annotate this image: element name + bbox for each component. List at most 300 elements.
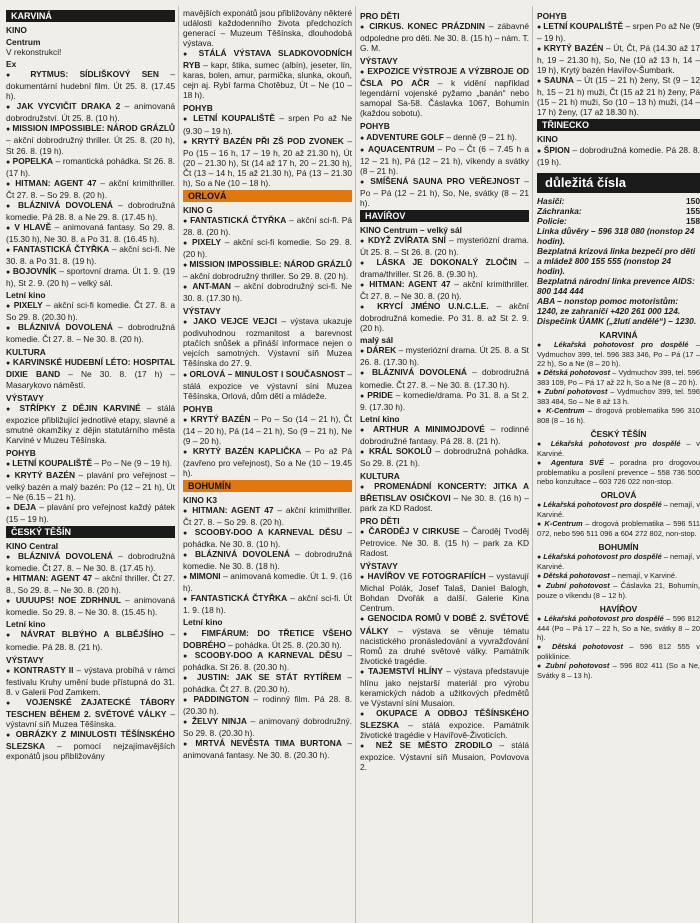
listing-title: HAVÍŘOV VE FOTOGRAFIÍCH <box>367 571 486 582</box>
emergency-number: 155 <box>686 205 700 216</box>
emergency-entry-details: – Vydmuchov 399, tel. 596 383 346, Po – Pá (17 – 22 h), So a Ne (8 – 20 h). <box>537 340 700 369</box>
category-heading: POHYB <box>6 447 36 458</box>
listing-details: – komedie. Pá 28. 8. (21 h). <box>6 629 175 652</box>
listing-details: – dokumentární hudební film. Út 25. 8. (17.45 h). <box>6 69 175 102</box>
bullet-icon: ● <box>360 616 365 624</box>
emergency-entry-title: K-Centrum <box>546 406 585 416</box>
listing-details: – komedie/drama. Po 31. 8. a St 2. 9. (17.30 h). <box>360 389 529 412</box>
listing-entry <box>6 244 175 266</box>
listing-details: – stálá expozice ve výstavní síni Muzea Těšínska, Orlová, dům dětí a mládeže. <box>183 368 352 401</box>
important-numbers-title: důležitá čísla <box>537 173 700 193</box>
bullet-icon: ● <box>360 426 368 434</box>
category-heading: VÝSTAVY <box>6 654 44 665</box>
listings-column-4-events <box>537 11 700 167</box>
listing-details: – dobrodružná komedie. Pá 28. 8. a Ne 29. 8. (17.45 h). <box>6 199 175 222</box>
listing-details: – animovaný dobrodružný. So 29. 8. (20.30 h). <box>183 715 352 738</box>
listing-title: JAKO VEJCE VEJCI <box>193 316 277 327</box>
bullet-icon: ● <box>537 663 543 671</box>
listing-details: – stálá expozice přibližující jednotlivé etapy, slavné a smutné okamžiky z dějin statutárního města Karviné v Muzeu Těšínska. <box>6 402 175 445</box>
listings-column-4 <box>537 8 700 680</box>
bullet-icon: ● <box>6 104 13 112</box>
listing-title: UUUUPS! NOE ZDRHNUL <box>15 595 121 606</box>
bullet-icon: ● <box>360 134 365 142</box>
bullet-icon: ● <box>6 632 15 640</box>
emergency-label: Záchranka: <box>537 205 582 216</box>
bullet-icon: ● <box>183 371 188 379</box>
listing-entry <box>360 424 529 446</box>
listing-details: – dobrodružná komedie. Čt 27. 8. – Ne 30. 8. (17.30 h). <box>360 367 529 390</box>
bullet-icon: ● <box>537 342 547 350</box>
bullet-icon: ● <box>360 348 365 356</box>
bullet-icon: ● <box>537 408 543 416</box>
bullet-icon: ● <box>6 72 20 80</box>
bullet-icon: ● <box>537 573 542 581</box>
listing-entry <box>6 101 175 123</box>
listing-entry <box>6 470 175 502</box>
listing-title: PADDINGTON <box>193 693 249 704</box>
bullet-icon: ● <box>6 269 11 277</box>
category-heading: VÝSTAVY <box>183 306 221 317</box>
emergency-entry-details: – poradna pro drogovou problematiku a posílení prevence – 558 736 500 nebo konzultace – 603 726 022 non-stop. <box>537 458 700 487</box>
bullet-icon: ● <box>183 138 189 146</box>
listing-details: – Po až Pá (zavřeno pro veřejnost), So a Ne (10 – 19.45 h). <box>183 445 352 478</box>
listing-details: – dobrodružná pohádka. So 29. 8. (21 h). <box>360 445 529 468</box>
bullet-icon: ● <box>360 448 366 456</box>
listing-details: – rodinné dobrodružné fantasy. Pá 28. 8. (21 h). <box>360 423 529 446</box>
category-heading: KINO <box>6 25 27 35</box>
listing-entry <box>183 505 352 527</box>
bullet-icon: ● <box>6 472 12 480</box>
venue-subheading: Ex <box>6 59 17 70</box>
listing-details: – srpen Po až Ne (9 – 19 h). <box>537 21 700 44</box>
hotline-line: ABA – nonstop pomoc motoristům: 1240, ze zahraničí +420 261 000 124. <box>537 296 681 317</box>
category-heading: KINO K3 <box>183 494 217 505</box>
emergency-entry-details: – drogová problematika – 596 511 072, nebo 596 511 096 a 604 272 802, non-stop. <box>537 519 700 539</box>
emergency-entry <box>537 661 700 680</box>
venue-subheading: KINO Centrum – velký sál <box>360 224 462 235</box>
column-divider <box>532 6 533 923</box>
bullet-icon: ● <box>6 460 11 468</box>
listing-details: – romantická pohádka. St 26. 8. (17 h). <box>6 155 175 178</box>
listing-details: – mysteriózní drama. Út 25. 8. a St 26. 8. (17.30 h). <box>360 345 529 368</box>
emergency-entry <box>537 439 700 458</box>
listing-title: LETNÍ KOUPALIŠTĚ <box>12 457 93 468</box>
listing-title: ČARODĚJ V CIRKUSE <box>368 526 460 537</box>
listing-entry <box>6 551 175 573</box>
bullet-icon: ● <box>183 552 191 560</box>
listing-title: OBRÁZKY Z MINULOSTI TĚŠÍNSKÉHO SLEZSKA <box>6 728 175 751</box>
listing-title: KRYCÍ JMÉNO U.N.C.L.E. <box>377 301 489 312</box>
emergency-entry-title: Lékařská pohotovost pro dospělé <box>543 500 662 510</box>
emergency-entry <box>537 614 700 642</box>
category-heading: POHYB <box>183 403 213 414</box>
bullet-icon: ● <box>360 282 366 290</box>
listing-entry <box>537 21 700 43</box>
category-heading: VÝSTAVY <box>360 561 398 572</box>
bullet-icon: ● <box>360 743 370 751</box>
listings-column-2 <box>183 8 352 760</box>
listing-title: HITMAN: AGENT 47 <box>15 177 97 188</box>
listing-title: VOJENSKÉ ZAJATECKÉ TÁBORY TESCHEN BĚHEM 2. SVĚTOVÉ VÁLKY <box>6 696 175 719</box>
listing-title: FIMFÁRUM: DO TŘETICE VŠEHO DOBRÉHO <box>183 627 352 650</box>
listing-entry <box>360 666 529 708</box>
bullet-icon: ● <box>360 237 366 245</box>
section-banner: TŘINECKO <box>537 119 700 131</box>
emergency-entry-title: K-Centrum <box>544 519 583 529</box>
bullet-icon: ● <box>6 224 12 232</box>
listing-title: POPELKA <box>12 155 54 166</box>
emergency-entry-details: – nemají, v Karviné. <box>609 571 678 581</box>
listing-entry <box>360 279 529 301</box>
listing-title: MRTVÁ NEVĚSTA TIMA BURTONA <box>195 738 342 748</box>
listings-column-1 <box>6 8 175 761</box>
emergency-entry <box>537 368 700 387</box>
category-heading: PRO DĚTI <box>360 11 400 21</box>
listing-entry <box>183 650 352 672</box>
bullet-icon: ● <box>6 667 11 675</box>
listing-title: OKUPACE A ODBOJ TĚŠÍNSKÉHO SLEZSKA <box>360 707 529 730</box>
category-heading: POHYB <box>360 121 390 132</box>
emergency-entry <box>537 642 700 661</box>
listing-entry <box>360 740 529 772</box>
listing-title: KARVINSKÉ HUDEBNÍ LÉTO: HOSPITAL DIXIE BAND <box>6 357 175 380</box>
emergency-entry <box>537 387 700 406</box>
listing-text: mavějších exponátů jsou přibližovány některé události každodenního života předchozích generací – Muzeum Těšínska, dlouhodobá výstava. <box>183 8 352 49</box>
venue-subheading: malý sál <box>360 335 394 346</box>
important-numbers-box <box>537 196 700 681</box>
emergency-entry <box>537 519 700 538</box>
listing-details: – sportovní drama. Út 1. 9. (19 h), St 2. 9. (20 h) – velký sál. <box>6 266 175 289</box>
listing-entry <box>6 69 175 101</box>
bullet-icon: ● <box>360 259 370 267</box>
listing-entry <box>183 136 352 188</box>
listing-entry <box>360 345 529 367</box>
listing-entry <box>183 571 352 593</box>
listing-entry <box>183 113 352 135</box>
listing-title: EXPOZICE VÝSTROJE A VÝZBROJE OD ČSLA PO AČR <box>360 66 529 89</box>
listing-entry <box>6 178 175 200</box>
listing-title: HITMAN: AGENT 47 <box>12 573 93 584</box>
listing-details: – kapr, štika, sumec (albín), jeseter, lín, karas, bolen, amur, parmička, slunka, okouň, cejn aj. Rybí farma Chotěbuz, Út – Ne (10 – 18 h). <box>183 60 352 101</box>
bullet-icon: ● <box>183 262 188 270</box>
venue-subheading: Centrum <box>6 37 41 48</box>
category-heading: VÝSTAVY <box>360 56 398 67</box>
listing-title: LÁSKA JE DOKONALÝ ZLOČIN <box>376 256 517 267</box>
listing-entry <box>183 316 352 368</box>
listing-entry <box>183 527 352 549</box>
listing-entry <box>360 390 529 412</box>
listing-entry <box>6 123 175 155</box>
emergency-entry-title: Lékařská pohotovost pro dospělé <box>543 552 662 562</box>
section-banner: BOHUMÍN <box>183 480 352 492</box>
emergency-entry-title: Lékařská pohotovost pro dospělé <box>553 340 689 350</box>
emergency-entry <box>537 500 700 519</box>
listing-entry <box>360 526 529 558</box>
listing-title: BOJOVNÍK <box>12 266 57 277</box>
listing-entry <box>360 66 529 118</box>
bullet-icon: ● <box>360 370 368 378</box>
listing-title: SCOOBY-DOO A KARNEVAL DĚSU <box>194 527 343 538</box>
listing-title: JUSTIN: JAK SE STÁT RYTÍŘEM <box>196 671 342 682</box>
bullet-icon: ● <box>6 598 13 606</box>
bullet-icon: ● <box>183 319 190 327</box>
city-heading: ČESKÝ TĚŠÍN <box>590 429 647 440</box>
venue-subheading: Letní kino <box>183 617 223 628</box>
city-heading: BOHUMÍN <box>598 542 639 553</box>
listing-entry <box>6 357 175 389</box>
bullet-icon: ● <box>6 405 14 413</box>
listing-entry <box>6 502 175 524</box>
emergency-entry-details: – nemají, v Karviné. <box>537 552 700 572</box>
bullet-icon: ● <box>537 78 542 86</box>
listing-entry <box>6 322 175 344</box>
listing-details: – akční dobrodružný sci-fi. Ne 30. 8. (17.30 h). <box>183 281 352 304</box>
listing-details: – akční dobrodružný thriller. So 29. 8. (20 h). <box>183 271 349 282</box>
listing-title: NEŽ SE MĚSTO ZRODILO <box>375 740 493 751</box>
listing-entry <box>537 145 700 167</box>
category-heading: KULTURA <box>6 347 46 358</box>
listing-entry <box>183 716 352 738</box>
listing-details: – animovaná dobrodružství. Út 25. 8. (10 h). <box>6 101 175 124</box>
section-banner: HAVÍŘOV <box>360 210 529 222</box>
listing-details: – výstava představuje hlínu jako nejstarší materiál pro výrobu keramických nádob a užitkových předmětů ve Výstavní síni Musaion. <box>360 665 529 708</box>
emergency-entry-details: – nemají, v Karviné. <box>537 500 700 520</box>
emergency-entry-title: Zubní pohotovost <box>544 387 608 397</box>
bullet-icon: ● <box>360 668 366 676</box>
emergency-label: Policie: <box>537 215 567 226</box>
listing-title: HITMAN: AGENT 47 <box>192 505 274 516</box>
emergency-entry-title: Dětská pohotovost <box>552 642 623 652</box>
listing-entry <box>360 613 529 665</box>
bullet-icon: ● <box>6 325 14 333</box>
bullet-icon: ● <box>183 530 191 538</box>
bullet-icon: ● <box>183 630 194 638</box>
listing-entry <box>183 48 352 100</box>
listing-details: – Po – Ne (9 – 19 h). <box>92 457 173 468</box>
bullet-icon: ● <box>537 24 542 32</box>
listing-title: KRYTÝ BAZÉN KAPLIČKA <box>192 445 302 456</box>
emergency-entry-title: Zubní pohotovost <box>545 581 610 591</box>
bullet-icon: ● <box>183 239 189 247</box>
listing-details: – animovaná komedie. Út 1. 9. (16 h). <box>183 571 352 594</box>
emergency-entry-details: – Vydmuchov 399, tel. 596 383 109, Po – Pá 17 až 22 h, So a Ne (8 – 20 h). <box>537 368 700 388</box>
listing-title: KRYTÝ BAZÉN <box>190 413 251 424</box>
bullet-icon: ● <box>6 505 12 513</box>
listing-title: FANTASTICKÁ ČTYŘKA <box>190 214 287 225</box>
listing-details: – akční sci-fi komedie. Čt 27. 8. a So 29. 8. (20.30 h). <box>6 300 175 323</box>
bullet-icon: ● <box>360 392 365 400</box>
listing-details: – akční krimithriller. Čt 27. 8. – So 29. 8. (20 h). <box>6 177 175 200</box>
listing-entry <box>183 259 352 281</box>
listing-details: – denně (9 – 21 h). <box>443 131 517 142</box>
listing-details: – rodinný film. Pá 28. 8. (20.30 h). <box>183 693 352 716</box>
category-heading: PRO DĚTI <box>360 516 400 527</box>
listing-entry <box>360 367 529 389</box>
emergency-label: Hasiči: <box>537 195 565 206</box>
emergency-entry <box>537 581 700 600</box>
listing-title: BLÁZNIVÁ DOVOLENÁ <box>371 367 467 378</box>
listing-details: – Ne 30. 8. (16 h) – park za KD Radost. <box>360 492 529 514</box>
bullet-icon: ● <box>183 508 189 516</box>
bullet-icon: ● <box>360 529 366 537</box>
hotline-line: Linka důvěry – 596 318 080 (nonstop 24 hodin). <box>537 225 695 246</box>
listing-details: – pohádka. Ne 30. 8. (10 h). <box>183 527 352 550</box>
emergency-entry <box>537 340 700 368</box>
bullet-icon: ● <box>183 51 192 59</box>
listing-title: LETNÍ KOUPALIŠTĚ <box>193 113 276 124</box>
listing-details: – pomocí nejzajímavějších exponátů jsou přibližovány <box>6 740 175 761</box>
listing-entry <box>183 672 352 694</box>
listing-title: FANTASTICKÁ ČTYŘKA <box>190 593 288 604</box>
emergency-entry <box>537 571 700 581</box>
bullet-icon: ● <box>360 24 366 32</box>
bullet-icon: ● <box>183 696 190 704</box>
listing-details: – dobrodružná komedie. Čt 27. 8. – Ne 30. 8. (17.45 h). <box>6 551 175 574</box>
listing-details: – animovaná fantasy. Ne 30. 8. (20.30 h). <box>183 738 352 761</box>
bullet-icon: ● <box>6 360 11 368</box>
emergency-entry-title: Agentura SVÉ <box>550 458 604 468</box>
listing-title: GENOCIDA ROMŮ V DOBĚ 2. SVĚTOVÉ VÁLKY <box>360 613 529 636</box>
listing-entry <box>6 156 175 178</box>
section-banner: ORLOVÁ <box>183 190 352 202</box>
bullet-icon: ● <box>183 217 188 225</box>
bullet-icon: ● <box>537 644 546 652</box>
listing-title: DEJA <box>13 502 37 513</box>
listing-title: PIXELY <box>13 300 43 311</box>
listing-title: CIRKUS. KONEC PRÁZDNIN <box>369 21 485 32</box>
bullet-icon: ● <box>6 126 11 134</box>
venue-subheading: KINO Central <box>6 541 59 552</box>
listing-details: – Út (15 – 21 h) ženy, St (9 – 12 h, 15 – 21 h) muži, Čt (15 až 21 h) ženy, Pá (15 – 21 h) muži, So (10 – 13 h) muži, (14 – 17 h) ženy, (17 až 18.30 h). <box>537 75 700 118</box>
listing-entry <box>183 237 352 259</box>
listing-entry <box>360 446 529 468</box>
listing-details: – Út, Čt, Pá (14.30 až 17 h, 19 – 21.30 h), So, Ne (10 až 13 h, 14 – 19 h), Krytý bazén Havířov-Šumbark. <box>537 43 700 76</box>
listing-entry <box>360 481 529 513</box>
listing-details: – výstava ukazuje podivuhodnou rozmanitost a barevnost ptačích snůšek a přináší informace nejen o vejcích samotných. Výstavní síň Muzea Těšínska do 27. 9. <box>183 316 352 369</box>
emergency-entry-title: Dětská pohotovost <box>543 571 610 581</box>
listing-details: – akční sci-fi. Ne 30. 8. a Po 31. 8. (19 h). <box>6 243 175 266</box>
listing-title: ARTHUR A MINIMOJDOVÉ <box>373 423 485 434</box>
category-heading: POHYB <box>183 103 213 114</box>
listing-entry <box>183 446 352 478</box>
listing-entry <box>360 257 529 279</box>
listing-title: HITMAN: AGENT 47 <box>369 279 451 290</box>
listing-details: – akční sci-fi komedie. So 29. 8. (20 h). <box>183 236 352 259</box>
listing-entry <box>537 75 700 117</box>
section-banner: ČESKÝ TĚŠÍN <box>6 526 175 538</box>
listing-entry <box>183 738 352 760</box>
listing-entry <box>183 549 352 571</box>
listing-details: – stálá expozice. Výstavní síň Musaion, Povlovova 2. <box>360 740 529 773</box>
emergency-entry <box>537 406 700 425</box>
listing-entry <box>360 21 529 53</box>
listing-title: AQUACENTRUM <box>367 143 435 154</box>
listing-entry <box>6 697 175 729</box>
listing-title: SCOOBY-DOO A KARNEVAL DĚSU <box>194 649 343 660</box>
column-divider <box>178 6 179 923</box>
category-heading: POHYB <box>537 11 567 21</box>
section-banner: KARVINÁ <box>6 10 175 22</box>
listing-title: PROMENÁDNÍ KONCERTY: JITKA A BŘETISLAV OSIČKOVI <box>360 480 529 503</box>
listing-details: – animovaná komedie. So 29. 8. – Ne 30. 8. (15.45 h). <box>6 595 175 618</box>
bullet-icon: ● <box>537 554 542 562</box>
emergency-entry-details: – 596 812 555 v poliklinice. <box>537 642 700 662</box>
bullet-icon: ● <box>360 69 365 77</box>
listing-entry <box>183 593 352 615</box>
listing-title: ANT-MAN <box>192 281 231 292</box>
emergency-entry-title: Zubní pohotovost <box>545 661 610 671</box>
listing-details: – Čaroděj Tvoděj Petrovice. Ne 30. 8. (15 h) – park za KD Radost. <box>360 526 529 559</box>
bullet-icon: ● <box>6 303 11 311</box>
listing-entry <box>6 200 175 222</box>
emergency-entry-details: – v Karviné. <box>537 439 700 459</box>
listing-details: – plavání pro veřejnost každý pátek (15 – 19 h). <box>6 502 175 525</box>
listing-title: PRIDE <box>367 389 393 400</box>
listing-title: BLÁZNIVÁ DOVOLENÁ <box>194 549 290 560</box>
listing-title: ORLOVÁ – MINULOST I SOUČASNOST <box>189 368 345 379</box>
listing-details: – Ne 30. 8. (17 h) – Masarykovo náměstí. <box>6 369 175 390</box>
listing-entry <box>183 215 352 237</box>
listing-title: LETNÍ KOUPALIŠTĚ <box>543 21 624 32</box>
listing-details: – stálá expozice. Památník životické tragédie v Havířově-Životicích. <box>360 719 529 740</box>
listing-details: – animovaná fantasy. So 29. 8. (15.30 h), Ne 30. 8. a Po 31. 8. (16.45 h). <box>6 221 175 244</box>
emergency-entry-details: – drogová problematika 596 310 808 (8 – 16 h). <box>537 406 700 426</box>
listing-title: RYTMUS: SÍDLIŠKOVÝ SEN <box>30 69 159 80</box>
bullet-icon: ● <box>360 304 370 312</box>
listing-title: ŽELVY NINJA <box>191 715 247 726</box>
listing-title: BLÁZNIVÁ DOVOLENÁ <box>17 322 113 333</box>
emergency-entry-details: – 596 802 411 (So a Ne, Svátky 8 – 13 h). <box>537 661 700 681</box>
bullet-icon: ● <box>537 147 542 155</box>
emergency-entry <box>537 552 700 571</box>
listing-details: – k vidění například legendární vojenské pyžamo „banán“ nebo samopal Sa-58. Čáslavka 1067, Bohumín (každou sobotu). <box>360 78 529 119</box>
listing-title: KONTRASTY II <box>13 664 74 675</box>
listing-details: – výstava probíhá v rámci festivalu Kruhy umění bude přístupná do 31. 8. v Galerii Pod Zamkem. <box>6 664 175 697</box>
listing-details: – mysteriózní drama. Út 25. 8. – St 26. 8. (20 h). <box>360 234 529 257</box>
bullet-icon: ● <box>537 502 542 510</box>
listing-entry <box>360 571 529 613</box>
listing-title: MISSION IMPOSSIBLE: NÁROD GRÁZLŮ <box>12 123 175 134</box>
listing-title: KDYŽ ZVÍŘATA SNÍ <box>367 234 446 245</box>
listing-entry <box>360 301 529 333</box>
listing-details: – Po – So (14 – 21 h), Čt (14 – 20 h), Pá (14 – 21 h), So (9 – 21 h), Ne (9 – 20 h). <box>183 413 352 446</box>
listing-title: BLÁZNIVÁ DOVOLENÁ <box>17 551 113 562</box>
listing-details: – dobrodružná komedie. Ne 30. 8. (18 h). <box>183 549 352 572</box>
listing-entry <box>6 300 175 322</box>
hotline-line: Bezplatná krizová linka bezpečí pro děti a mládež 800 155 555 (nonstop 24 hodin). <box>537 245 696 276</box>
listing-entry <box>183 369 352 401</box>
listing-entry <box>360 235 529 257</box>
listing-title: KRYTÝ BAZÉN PŘI ZŠ POD ZVONEK <box>191 135 344 146</box>
bullet-icon: ● <box>183 674 192 682</box>
listing-entry <box>6 595 175 617</box>
listing-entry <box>360 144 529 176</box>
city-heading: KARVINÁ <box>599 330 638 341</box>
listing-details: – pohádka. St 26. 8. (20.30 h). <box>183 649 352 672</box>
listing-details: – srpen Po až Ne (9.30 – 19 h). <box>183 113 352 136</box>
bullet-icon: ● <box>360 178 367 186</box>
bullet-icon: ● <box>537 389 542 397</box>
listing-details: – Po (15 – 16 h, 17 – 19 h, 20 až 21.30 h), Út (20 – 21.30 h), St (14 až 17 h, 20 – 21.30 h), Čt (13 – 14 h, 15 až 21.30 h), Pá (13 – 21.30 h), So a Ne (10 – 18 h). <box>183 135 352 188</box>
listing-title: ŠPION <box>543 144 570 155</box>
listing-details: – akční sci-fi. Út 1. 9. (18 h). <box>183 593 352 616</box>
listing-details: – akční thriller. Čt 27. 8., So 29. 8. – Ne 30. 8. (20 h). <box>6 573 175 596</box>
listing-title: MIMONI <box>189 571 221 582</box>
listing-entry <box>6 573 175 595</box>
listing-title: SMÍŠENÁ SAUNA PRO VEŘEJNOST <box>370 175 520 186</box>
listing-title: DÁREK <box>366 345 397 356</box>
listing-details: – drama/thriller. St 26. 8. (9.30 h). <box>360 256 529 280</box>
